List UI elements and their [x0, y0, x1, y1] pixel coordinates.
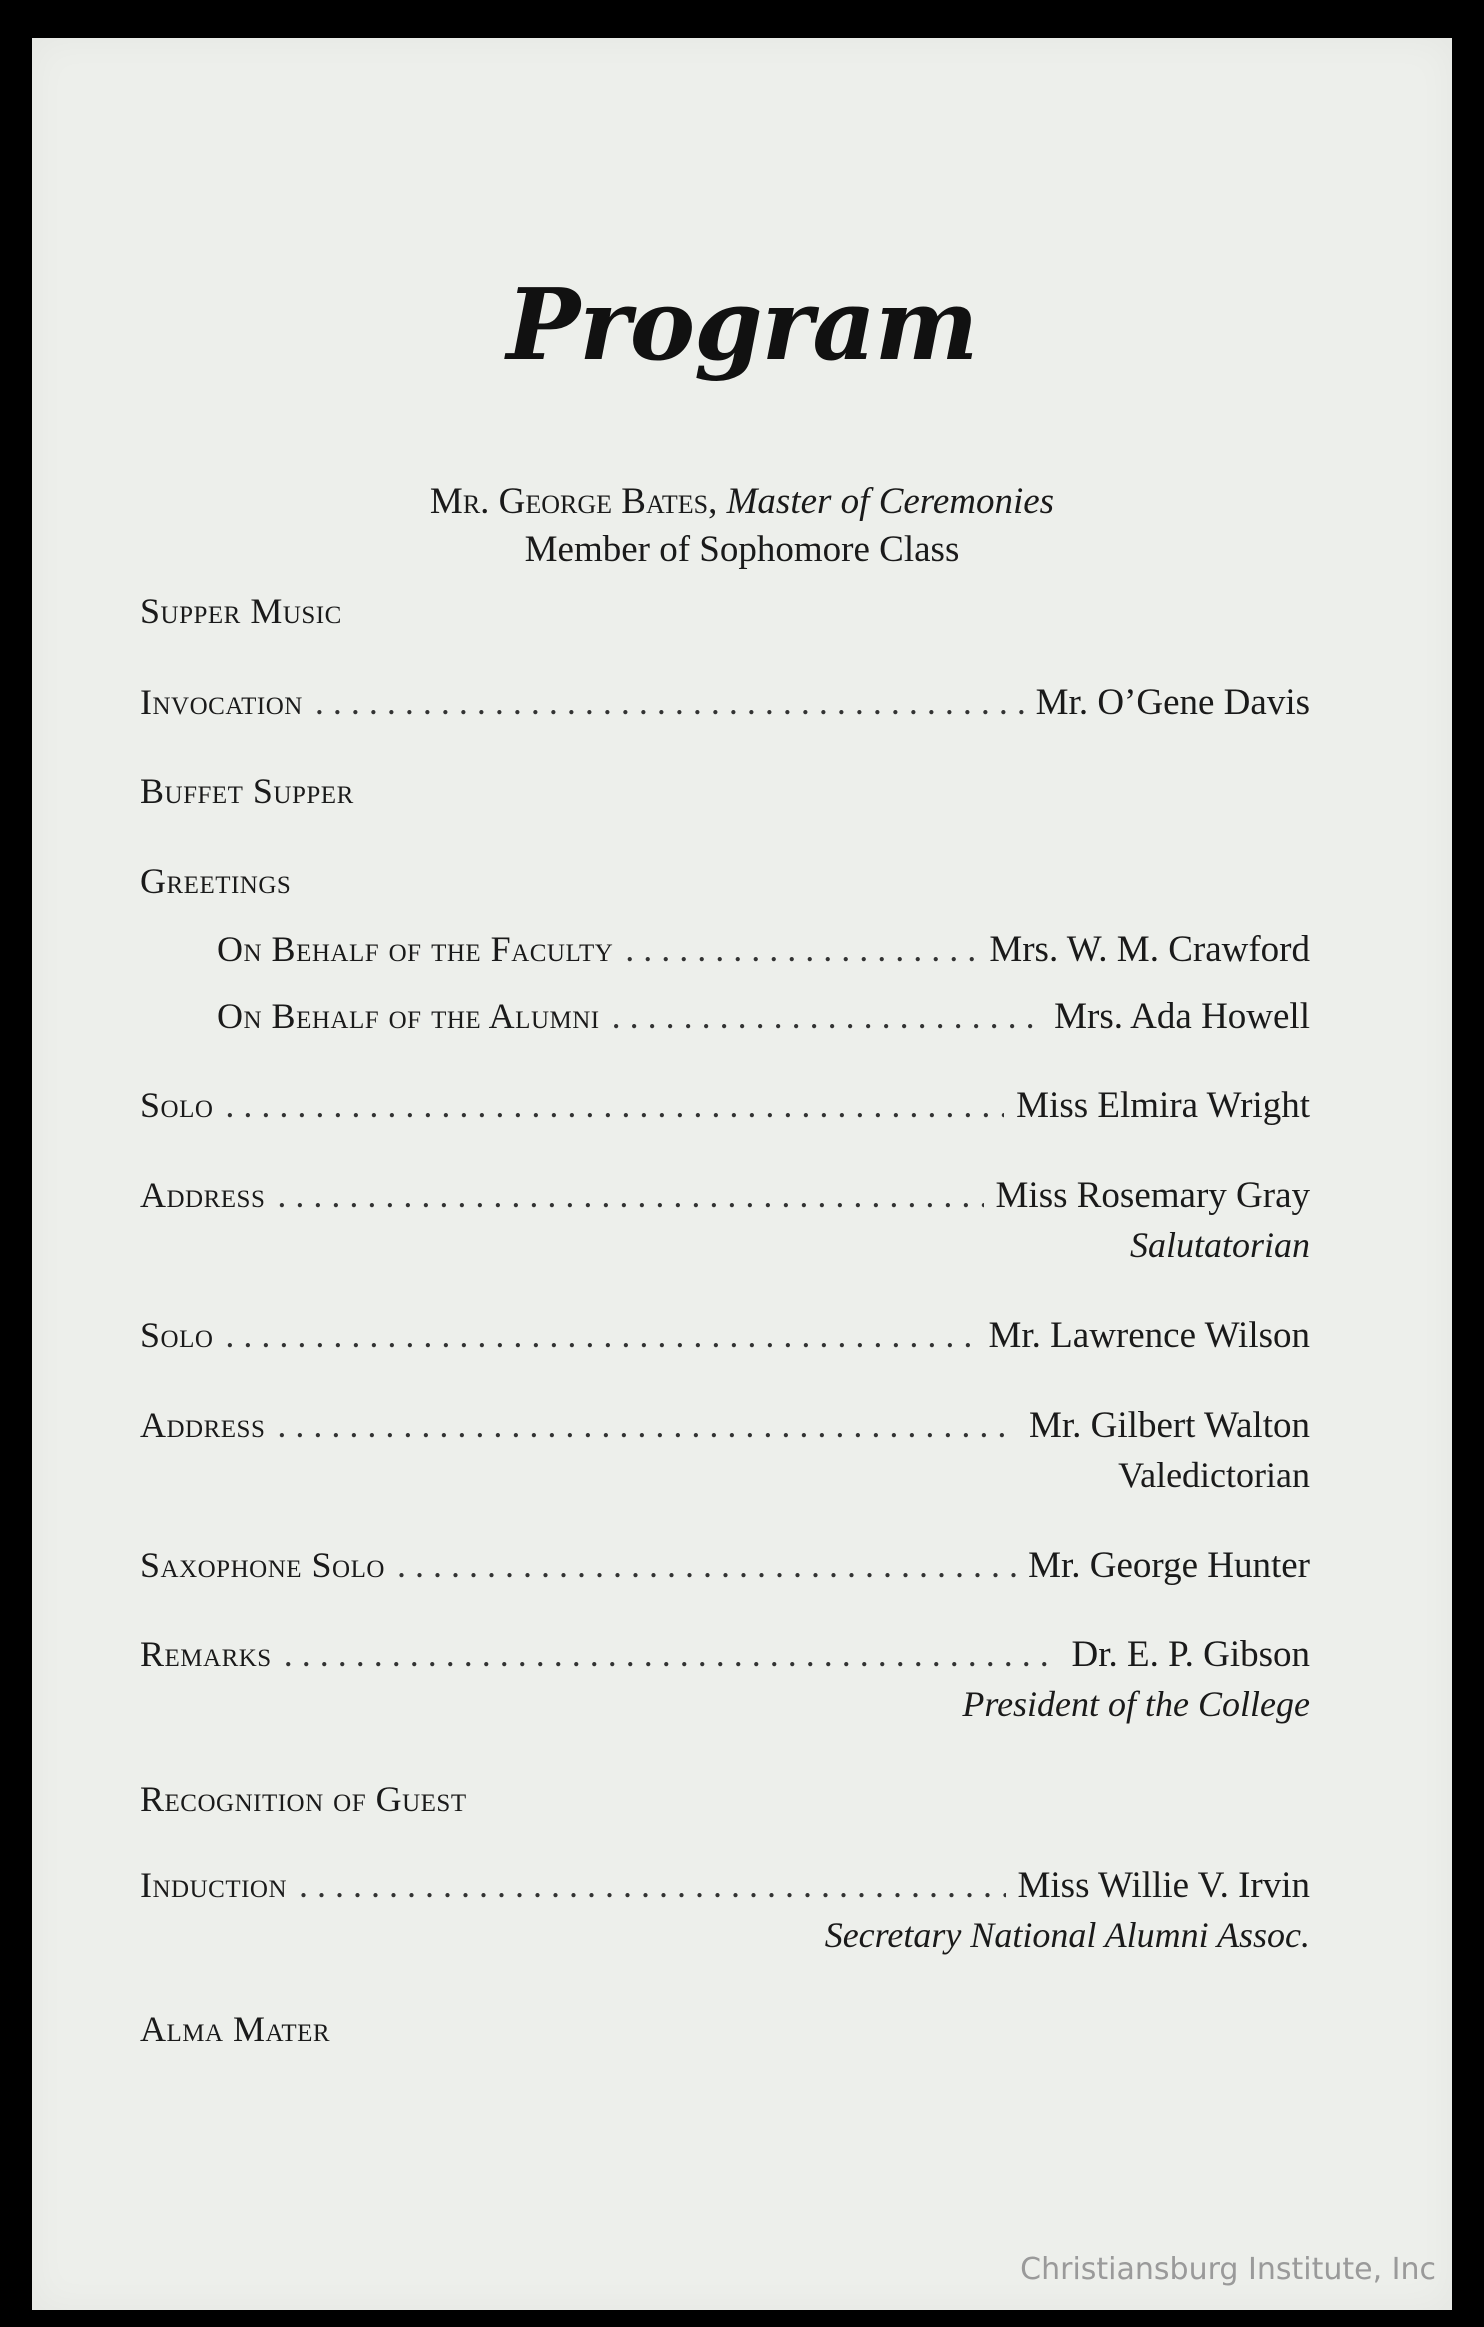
mc-line [32, 478, 1452, 526]
program-item-solo-2 [140, 1314, 1310, 1357]
program-item-address-1 [140, 1174, 1310, 1217]
program-item-buffet-supper [140, 770, 1310, 812]
watermark: Christiansburg Institute, Inc [1020, 2252, 1436, 2287]
item-label: On Behalf of the Faculty [217, 929, 614, 969]
program-item-greetings [140, 860, 1310, 902]
item-subtitle: Salutatorian [1129, 1225, 1310, 1265]
program-item-recognition [140, 1778, 1310, 1820]
item-performer: Mr. Lawrence Wilson [988, 1315, 1310, 1356]
item-performer: Miss Elmira Wright [1016, 1085, 1310, 1126]
item-performer: Mr. Gilbert Walton [1028, 1405, 1310, 1446]
item-label: Alma Mater [140, 2009, 331, 2049]
mc-name: Mr. George Bates, [429, 481, 718, 522]
program-item-faculty-greeting [217, 928, 1310, 971]
item-label: Supper Music [140, 591, 342, 631]
item-performer: Mrs. W. M. Crawford [989, 929, 1310, 970]
dot-leader [277, 1404, 1017, 1446]
item-label: Solo [140, 1085, 214, 1125]
item-label: Buffet Supper [140, 771, 354, 811]
program-item-alma-mater [140, 2008, 1310, 2050]
dot-leader [225, 1084, 1004, 1126]
item-label: Address [140, 1405, 266, 1445]
item-subtitle: President of the College [962, 1684, 1310, 1724]
dot-leader [397, 1544, 1016, 1586]
program-sheet [32, 38, 1452, 2310]
master-of-ceremonies [32, 478, 1452, 574]
program-item-address-2 [140, 1404, 1310, 1447]
item-label: On Behalf of the Alumni [217, 996, 600, 1036]
dot-leader [315, 681, 1024, 723]
item-performer: Mr. George Hunter [1028, 1545, 1310, 1586]
dot-leader [299, 1864, 1005, 1906]
item-performer: Dr. E. P. Gibson [1071, 1634, 1310, 1675]
program-item-alumni-greeting [217, 995, 1310, 1038]
item-performer: Mr. O’Gene Davis [1035, 682, 1310, 723]
item-label: Invocation [140, 682, 303, 722]
dot-leader [612, 995, 1042, 1037]
program-item-invocation [140, 681, 1310, 724]
item-label: Remarks [140, 1634, 272, 1674]
item-label: Greetings [140, 861, 292, 901]
item-label: Induction [140, 1865, 288, 1905]
item-performer: Miss Willie V. Irvin [1017, 1865, 1310, 1906]
dot-leader [277, 1174, 983, 1216]
dot-leader [284, 1633, 1060, 1675]
item-label: Address [140, 1175, 266, 1215]
item-performer: Miss Rosemary Gray [995, 1175, 1310, 1216]
dot-leader [625, 928, 977, 970]
item-label: Saxophone Solo [140, 1545, 385, 1585]
program-item-solo-1 [140, 1084, 1310, 1127]
program-item-supper-music [140, 590, 1310, 632]
program-item-induction [140, 1864, 1310, 1907]
item-subtitle: Secretary National Alumni Assoc. [824, 1915, 1310, 1955]
page-title: Program [506, 268, 978, 383]
item-label: Recognition of Guest [140, 1779, 467, 1819]
mc-role: Master of Ceremonies [726, 481, 1055, 522]
program-item-remarks [140, 1633, 1310, 1676]
program-item-saxophone-solo [140, 1544, 1310, 1587]
dot-leader [225, 1314, 976, 1356]
mc-note: Member of Sophomore Class [524, 529, 960, 570]
item-subtitle: Valedictorian [1118, 1455, 1310, 1495]
item-performer: Mrs. Ada Howell [1054, 996, 1310, 1037]
item-label: Solo [140, 1315, 214, 1355]
